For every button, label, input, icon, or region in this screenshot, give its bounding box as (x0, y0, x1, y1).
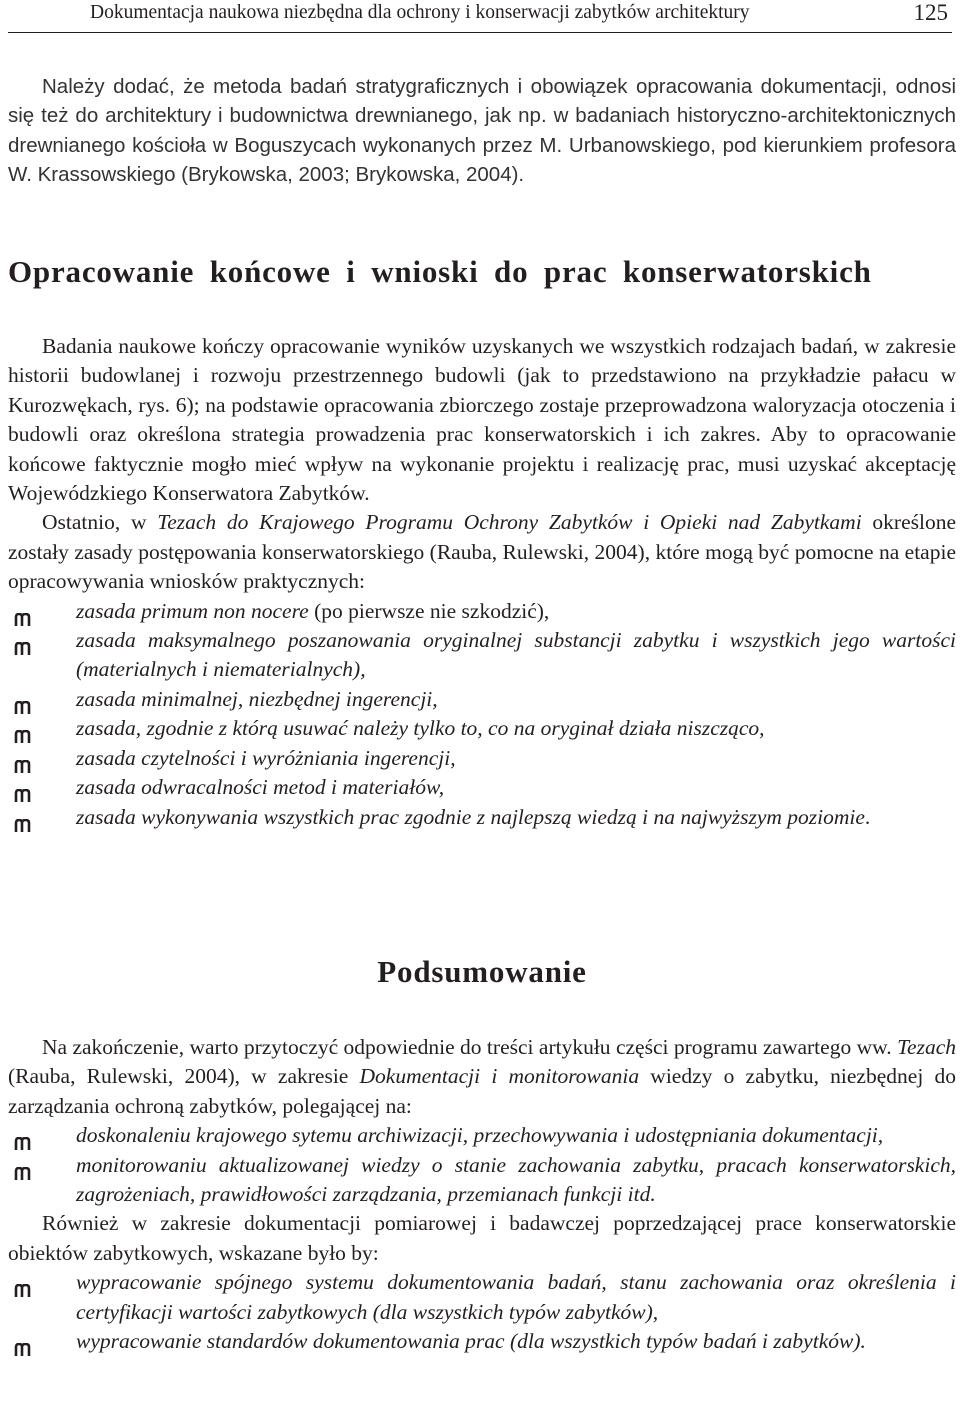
bullet-icon (14, 812, 36, 826)
intro-paragraph: Należy dodać, że metoda badań stratygraficznych i obowiązek opracowania dokumentacji, odnosi się też do architektury i budownictwa drewnianego, jak np. w badaniach historyczno-architektonicznych drewnianego kościoła w Boguszycach wykonanych przez M. Urbanowskiego, pod kierunkiem profesora W. Krassowskiego (Brykowska, 2003; Brykowska, 2004). (8, 75, 956, 187)
bullet-icon (14, 1336, 36, 1350)
bullet-icon (14, 1130, 36, 1144)
list-item: zasada minimalnej, niezbędnej ingerencji, (8, 685, 956, 714)
page-number: 125 (913, 0, 948, 25)
section-final-report-body (8, 332, 956, 832)
theses-title: Tezach do Krajowego Programu Ochrony Zabytków i Opieki nad Zabytkami (157, 510, 862, 535)
recommendations-list (8, 1268, 956, 1356)
bullet-icon (14, 1277, 36, 1291)
bullet-icon (14, 782, 36, 796)
list-item: zasada primum non nocere (po pierwsze nie szkodzić), (8, 597, 956, 626)
running-title: Dokumentacja naukowa niezbędna dla ochrony i konserwacji zabytków architektury (90, 2, 750, 23)
bullet-icon (14, 723, 36, 737)
list-item: zasada maksymalnego poszanowania oryginalnej substancji zabytku i wszystkich jego wartości (materialnych i niematerialnych), (8, 626, 956, 685)
bullet-icon (14, 1160, 36, 1174)
list-item: zasada odwracalności metod i materiałów, (8, 773, 956, 802)
bullet-icon (14, 606, 36, 620)
list-item: wypracowanie standardów dokumentowania prac (dla wszystkich typów badań i zabytków). (8, 1327, 956, 1356)
paragraph-theses: Ostatnio, w Tezach do Krajowego Programu Ochrony Zabytków i Opieki nad Zabytkami określone zostały zasady postępowania konserwatorskiego (Rauba, Rulewski, 2004), które mogą być pomocne na etapie opracowywania wniosków praktycznych: (8, 510, 956, 594)
list-item: doskonaleniu krajowego sytemu archiwizacji, przechowywania i udostępniania dokumentacji, (8, 1121, 956, 1150)
paragraph-summary: Na zakończenie, warto przytoczyć odpowiednie do treści artykułu części programu zawartego ww. Tezach (Rauba, Rulewski, 2004), w zakresie Dokumentacji i monitorowania wiedzy o zabytku, niezbędnej do zarządzania ochroną zabytków, polegającej na: (8, 1035, 956, 1118)
paragraph: Badania naukowe kończy opracowanie wyników uzyskanych we wszystkich rodzajach badań, w zakresie historii budowlanej i rozwoju przestrzennego budowli (jak to przedstawiono na przykładzie pałacu w Kurozwękach, rys. 6); na podstawie opracowania zbiorczego zostaje przeprowadzona waloryzacja otoczenia i budowli oraz określona strategia prowadzenia prac konserwatorskich i ich zakres. Aby to opracowanie końcowe faktycznie mogło mieć wpływ na wykonanie projektu i realizację prac, musi uzyskać akceptację Wojewódzkiego Konserwatora Zabytków. (8, 334, 956, 506)
principles-list (8, 597, 956, 832)
bullet-icon (14, 694, 36, 708)
running-header (8, 0, 952, 33)
section-heading-final-report: Opracowanie końcowe i wnioski do prac konserwatorskich (8, 254, 872, 289)
list-item: monitorowaniu aktualizowanej wiedzy o stanie zachowania zabytku, pracach konserwatorskich, zagrożeniach, prawidłowości zarządzania, przemianach funkcji itd. (8, 1151, 956, 1210)
list-item: zasada, zgodnie z którą usuwać należy tylko to, co na oryginał działa niszcząco, (8, 714, 956, 743)
intro-block (8, 72, 956, 190)
monitoring-list (8, 1121, 956, 1209)
bullet-icon (14, 635, 36, 649)
list-item: wypracowanie spójnego systemu dokumentowania badań, stanu zachowania oraz określenia i certyfikacji wartości zabytkowych (dla wszystkich typów zabytków), (8, 1268, 956, 1327)
list-item: zasada wykonywania wszystkich prac zgodnie z najlepszą wiedzą i na najwyższym poziomie. (8, 803, 956, 832)
list-item: zasada czytelności i wyróżniania ingerencji, (8, 744, 956, 773)
paragraph-documentation: Również w zakresie dokumentacji pomiarowej i badawczej poprzedzającej prace konserwatorskie obiektów zabytkowych, wskazane było by: (8, 1211, 956, 1265)
section-summary-body (8, 1033, 956, 1356)
section-heading-summary: Podsumowanie (377, 954, 587, 989)
bullet-icon (14, 753, 36, 767)
